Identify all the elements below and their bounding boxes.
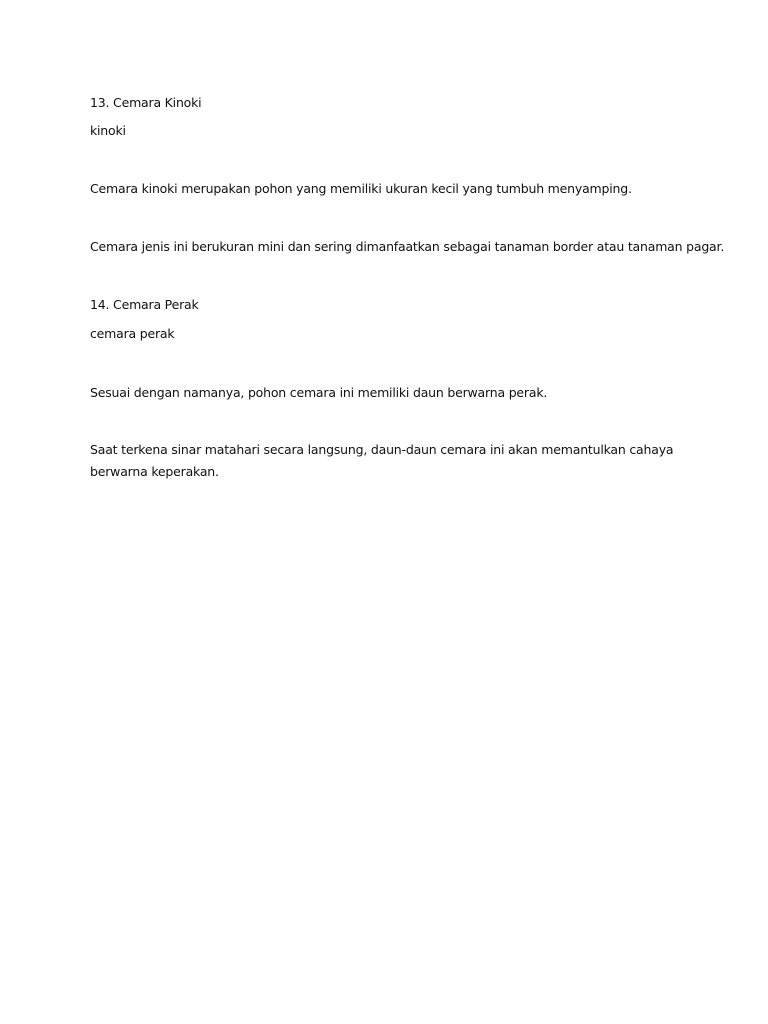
section-14-paragraph-1: Sesuai dengan namanya, pohon cemara ini memiliki daun berwarna perak. (90, 385, 548, 400)
section-14-image-caption: cemara perak (90, 326, 175, 341)
section-13-image-caption: kinoki (90, 123, 126, 138)
section-13-paragraph-1: Cemara kinoki merupakan pohon yang memiliki ukuran kecil yang tumbuh menyamping. (90, 181, 632, 196)
section-13-heading: 13. Cemara Kinoki (90, 95, 202, 110)
section-13-paragraph-2: Cemara jenis ini berukuran mini dan sering dimanfaatkan sebagai tanaman border atau tanaman pagar. (90, 239, 725, 254)
section-14-paragraph-2: Saat terkena sinar matahari secara langsung, daun-daun cemara ini akan memantulkan cahaya berwarna keperakan. (90, 442, 674, 479)
section-14-heading: 14. Cemara Perak (90, 297, 199, 312)
